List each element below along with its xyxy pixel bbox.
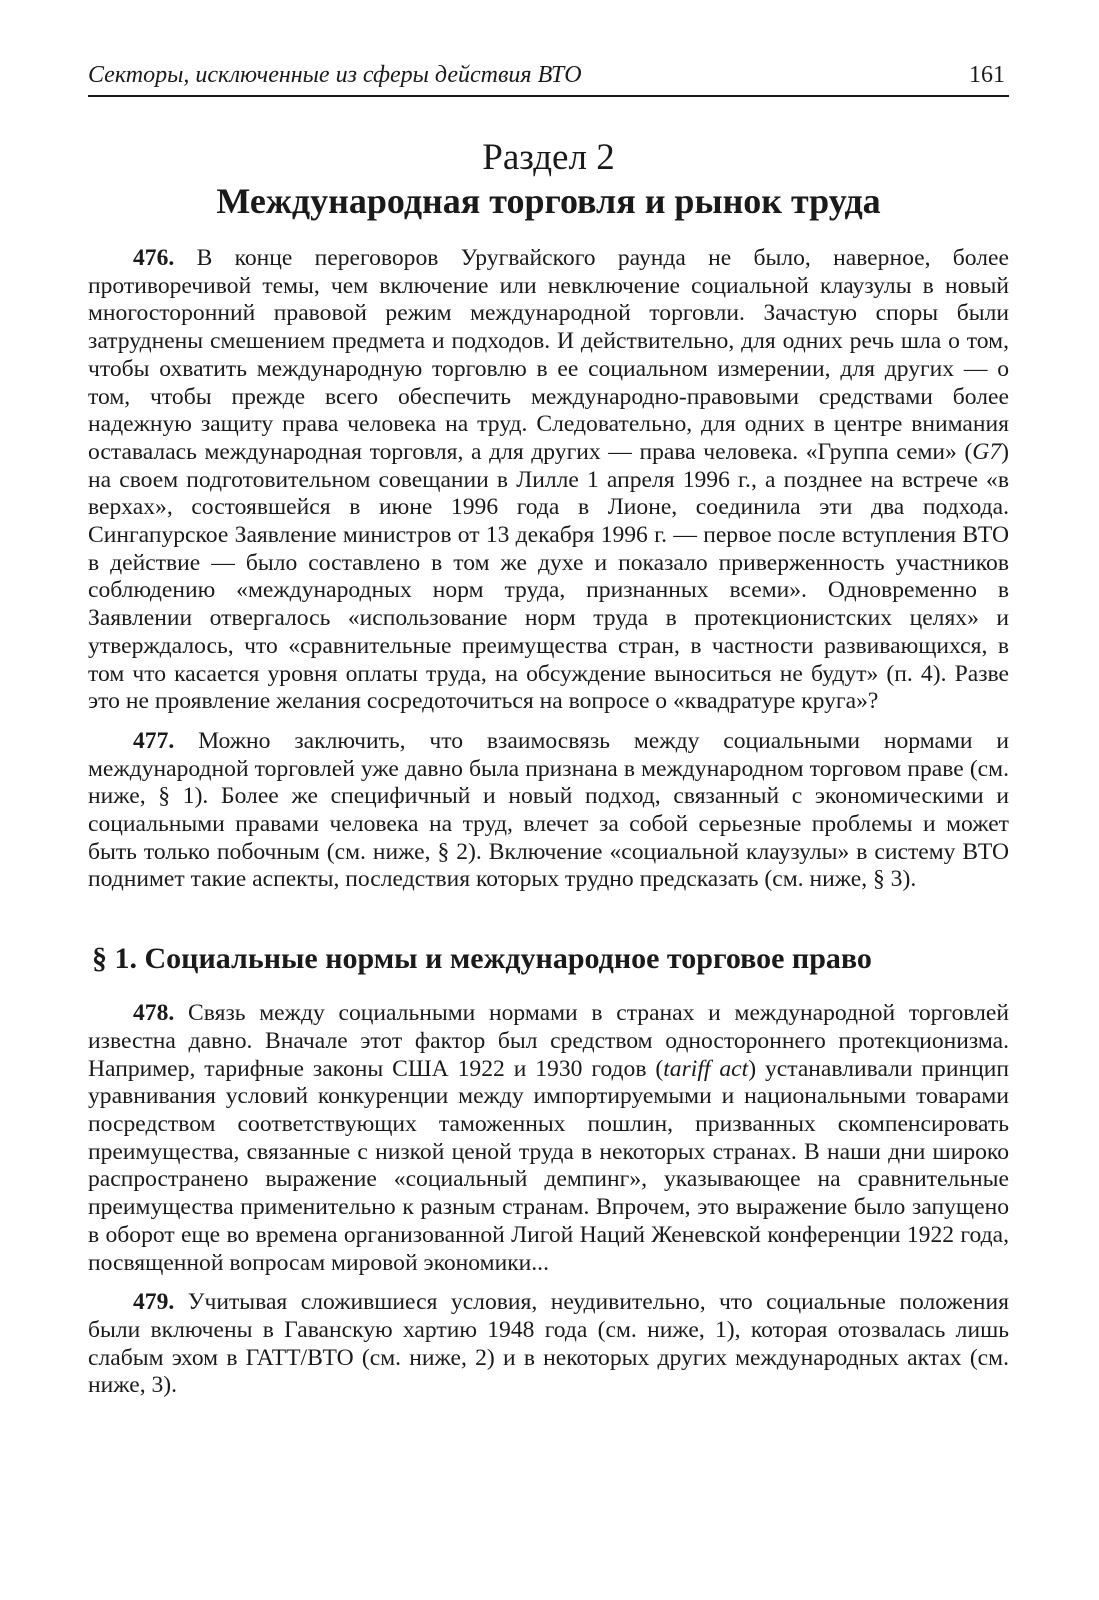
paragraph-text-after: ) на своем подготовительном совещании в Лилле 1 апреля 1996 г., а позднее на встрече «в верхах», состоявшейся в июне 1996 года в Лионе, соединила эти два подхода. Сингапурское Заявление министров от 13 декабря 1996 г. — первое после вступления ВТО в действие — было составлено в том же духе и показало приверженность участников соблюдению «международных норм труда, признанных всеми». Одновременно в Заявлении отвергалось «использование норм труда в протекционистских целях» и утверждалось, что «сравнительные преимущества стран, в частности развивающихся, в том что касается уровня оплаты труда, на обсуждение выноситься не будут» (п. 4). Разве это не проявление желания сосредоточиться на вопросе о «квадратуре круга»? [88,438,1009,715]
paragraph-478 [88,1000,1009,1277]
paragraph-number: 479. [133,1289,175,1316]
paragraph-text: Связь между социальными нормами в странах и международной торговлей известна давно. Вначале этот фактор был средством одностороннего протекционизма. Например, тарифные законы США 1922 и 1930 годов ( [88,1000,1010,1082]
paragraph-text: В конце переговоров Уругвайского раунда не было, наверное, более противоречивой темы, чем включение или невключение социальной клаузулы в новый многосторонний правовой режим международной торговли. Зачастую споры были затруднены смешением предмета и подходов. И действительно, для одних речь шла о том, чтобы охватить международную торговлю в ее социальном измерении, для других — о том, чтобы прежде всего обеспечить международно-правовыми средствами более надежную защиту права человека на труд. Следовательно, для одних в центре внимания оставалась международная торговля, а для других — права человека. «Группа семи» ( [88,245,1009,465]
paragraph-text: Можно заключить, что взаимосвязь между социальными нормами и международной торговлей уже давно была признана в международном торговом праве (см. ниже, § 1). Более же специфичный и новый подход, связанный с экономическими и социальными правами человека на труд, влечет за собой серьезные проблемы и может быть только побочным (см. ниже, § 2). Включение «социальной клаузулы» в систему ВТО поднимет такие аспекты, последствия которых трудно предсказать (см. ниже, § 3). [88,727,1009,893]
running-head [88,62,1009,97]
paragraph-number: 476. [133,245,175,271]
subsection-heading: § 1. Социальные нормы и международное торговое право [92,942,872,976]
paragraph-477 [88,728,1009,894]
section-heading [88,137,1009,223]
page-number: 161 [969,62,1005,88]
section-title: Международная торговля и рынок труда [216,181,881,221]
paragraph-italic: tariff act [663,1055,749,1082]
paragraph-text-after: ) устанавливали принцип уравнивания условий конкуренции между импортируемыми и национальными товарами посредством соответствующих таможенных пошлин, призванных скомпенсировать преимущества, связанные с низкой ценой труда в некоторых странах. В наши дни широко распространено выражение «социальный демпинг», указывающее на сравнительные преимущества применительно к разным странам. Впрочем, это выражение было запущено в оборот еще во времена организованной Лигой Наций Женевской конференции 1922 года, посвященной вопросам мировой экономики... [88,1055,1009,1276]
paragraph-number: 477. [133,727,175,754]
paragraph-text: Учитывая сложившиеся условия, неудивительно, что социальные положения были включены в Гаванскую хартию 1948 года (см. ниже, 1), которая отозвалась лишь слабым эхом в ГАТТ/ВТО (см. ниже, 2) и в некоторых других международных актах (см. ниже, 3). [88,1289,1009,1399]
paragraph-italic: G7 [972,438,1002,465]
paragraph-number: 478. [133,1000,175,1027]
section-number: Раздел 2 [482,137,615,178]
running-title: Секторы, исключенные из сферы действия ВТО [88,62,582,88]
paragraph-479 [88,1289,1009,1400]
paragraph-476 [88,245,1009,716]
